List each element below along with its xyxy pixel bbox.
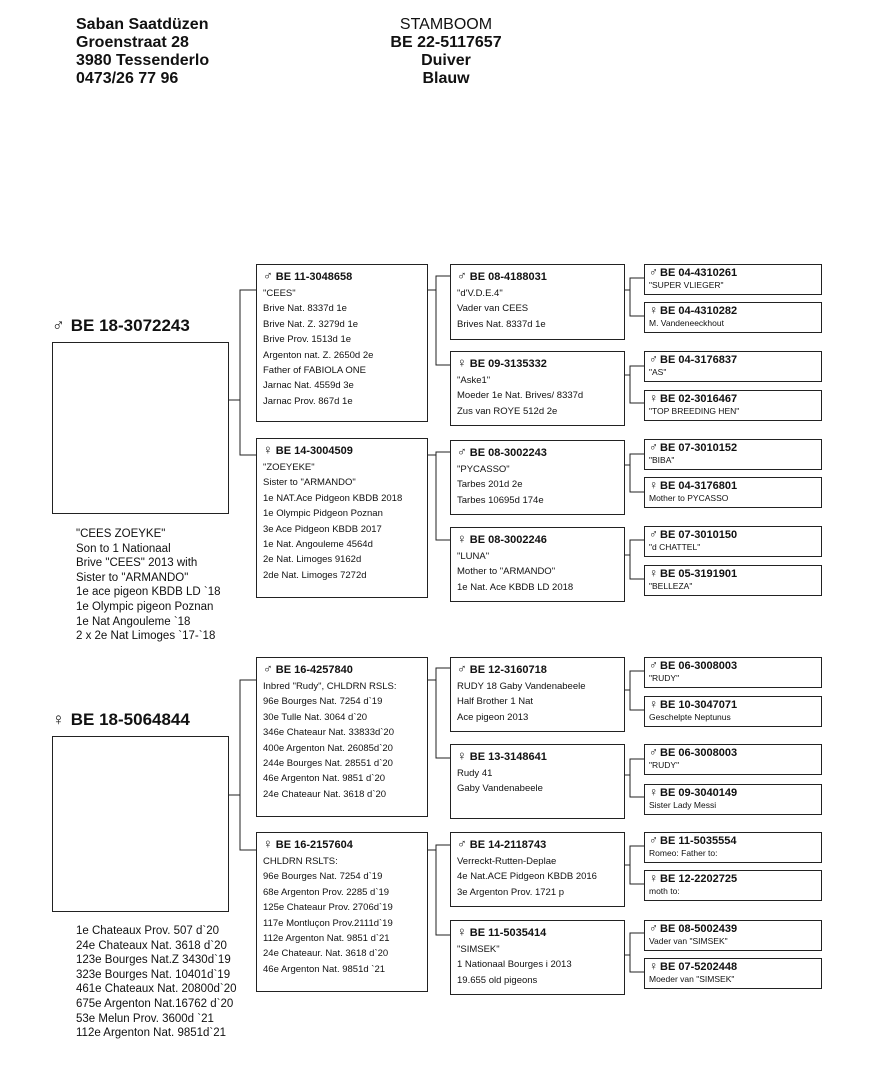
- gen4-ring: BE 02-3016467: [660, 393, 738, 405]
- male-icon: ♂: [649, 352, 658, 366]
- gen3-ring: BE 09-3135332: [469, 358, 547, 370]
- gen4-box: [644, 264, 822, 295]
- gen4-header: [649, 266, 817, 280]
- male-icon: ♂: [649, 527, 658, 541]
- female-icon: ♀: [649, 478, 658, 492]
- gen4-ring: BE 05-3191901: [660, 568, 738, 580]
- gen3-detail-line: Ace pigeon 2013: [457, 711, 529, 723]
- sire-note-line: Son to 1 Nationaal: [76, 542, 171, 555]
- gen4-box: [644, 526, 822, 557]
- gen4-box: [644, 390, 822, 421]
- gen4-box: [644, 657, 822, 688]
- gen4-box: [644, 439, 822, 470]
- dam-note-line: 675e Argenton Nat.16762 d`20: [76, 997, 234, 1010]
- gen2-detail-line: 68e Argenton Prov. 2285 d`19: [263, 886, 390, 898]
- gen4-detail-line: Moeder van "SIMSEK": [649, 974, 735, 984]
- gen2-detail-line: Brive Nat. Z. 3279d 1e: [263, 318, 359, 330]
- gen2-detail-line: 96e Bourges Nat. 7254 d`19: [263, 871, 383, 883]
- gen2-detail-line: 2e Nat. Limoges 9162d: [263, 554, 362, 566]
- gen2-detail-line: "ZOEYEKE": [263, 462, 315, 473]
- gen2-detail-line: Father of FABIOLA ONE: [263, 365, 366, 377]
- gen4-ring: BE 04-3176801: [660, 480, 738, 492]
- gen4-detail-line: Vader van "SIMSEK": [649, 936, 728, 946]
- pigeon-sex: Duiver: [421, 52, 471, 69]
- gen3-detail-line: Brives Nat. 8337d 1e: [457, 318, 546, 330]
- gen3-detail-line: 1 Nationaal Bourges i 2013: [457, 959, 572, 971]
- gen2-detail-line: Brive Prov. 1513d 1e: [263, 334, 352, 346]
- gen4-header: [649, 353, 817, 367]
- gen3-detail-line: RUDY 18 Gaby Vandenabeele: [457, 681, 586, 692]
- gen3-detail-line: "d'V.D.E.4": [457, 288, 503, 299]
- gen3-detail-line: "SIMSEK": [457, 944, 500, 955]
- gen4-ring: BE 06-3008003: [660, 660, 738, 672]
- female-icon: ♀: [457, 531, 467, 546]
- gen2-detail-line: 24e Chateaur Nat. 3618 d`20: [263, 788, 387, 800]
- female-icon: ♀: [649, 959, 658, 973]
- gen3-detail-line: 3e Argenton Prov. 1721 p: [457, 886, 565, 898]
- gen3-detail-line: "LUNA": [457, 551, 490, 562]
- sire-note-line: 1e Olympic pigeon Poznan: [76, 600, 214, 613]
- gen4-ring: BE 08-5002439: [660, 923, 738, 935]
- sire-photo-placeholder: [52, 342, 229, 514]
- female-icon: ♀: [457, 748, 467, 763]
- gen2-box: [256, 438, 428, 598]
- gen3-box: [450, 527, 625, 602]
- male-icon: ♂: [649, 440, 658, 454]
- gen4-header: [649, 872, 817, 886]
- gen3-box: [450, 657, 625, 732]
- gen4-detail-line: "AS": [649, 367, 667, 377]
- gen4-detail-line: Sister Lady Messi: [649, 800, 717, 810]
- gen3-detail-line: Mother to "ARMANDO": [457, 566, 556, 578]
- gen3-box: [450, 832, 625, 907]
- male-icon: ♂: [457, 444, 467, 459]
- gen2-ring: BE 16-4257840: [275, 664, 353, 676]
- dam-photo-placeholder: [52, 736, 229, 912]
- gen2-detail-line: 46e Argenton Nat. 9851d `21: [263, 963, 386, 975]
- male-icon: ♂: [263, 661, 273, 676]
- gen4-detail-line: Mother to PYCASSO: [649, 493, 729, 503]
- gen2-box: [256, 657, 428, 817]
- gen3-detail-line: "PYCASSO": [457, 464, 510, 475]
- gen4-box: [644, 832, 822, 863]
- gen3-ring: BE 13-3148641: [469, 751, 547, 763]
- male-icon: ♂: [649, 658, 658, 672]
- male-icon: ♂: [263, 268, 273, 283]
- owner-city: 3980 Tessenderlo: [76, 52, 210, 69]
- gen2-detail-line: 346e Chateaur Nat. 33833d`20: [263, 727, 394, 739]
- gen2-ring: BE 14-3004509: [275, 445, 353, 457]
- gen4-box: [644, 696, 822, 727]
- gen2-header: [263, 662, 421, 677]
- sire-note-line: 1e ace pigeon KBDB LD `18: [76, 586, 221, 599]
- gen4-ring: BE 04-4310282: [660, 305, 738, 317]
- gen3-detail-line: Tarbes 10695d 174e: [457, 494, 544, 506]
- dam-note-line: 53e Melun Prov. 3600d `21: [76, 1012, 214, 1025]
- gen3-ring: BE 08-3002243: [469, 447, 547, 459]
- gen2-detail-line: 24e Chateaur. Nat. 3618 d`20: [263, 948, 389, 960]
- gen2-detail-line: CHLDRN RSLTS:: [263, 856, 338, 867]
- gen3-detail-line: Verreckt-Rutten-Deplae: [457, 856, 557, 867]
- gen4-ring: BE 09-3040149: [660, 787, 738, 799]
- gen4-detail-line: "RUDY": [649, 673, 680, 683]
- sire-ring: [52, 316, 190, 336]
- gen3-box: [450, 744, 625, 819]
- male-icon: ♂: [457, 836, 467, 851]
- gen2-detail-line: 46e Argenton Nat. 9851 d`20: [263, 773, 386, 785]
- gen2-detail-line: 112e Argenton Nat. 9851 d`21: [263, 933, 390, 945]
- gen4-ring: BE 11-5035554: [660, 835, 737, 847]
- gen2-detail-line: Jarnac Prov. 867d 1e: [263, 395, 353, 407]
- sire-note-line: "CEES ZOEYKE": [76, 528, 166, 540]
- male-icon: ♂: [649, 745, 658, 759]
- gen4-box: [644, 920, 822, 951]
- gen2-detail-line: 3e Ace Pidgeon KBDB 2017: [263, 523, 382, 535]
- dam-note-line: 461e Chateaux Nat. 20800d`20: [76, 983, 237, 996]
- dam-note-line: 24e Chateaux Nat. 3618 d`20: [76, 939, 227, 952]
- sire-notes: [76, 527, 220, 644]
- dam-note-line: 123e Bourges Nat.Z 3430d`19: [76, 954, 231, 967]
- gen4-box: [644, 784, 822, 815]
- gen4-detail-line: moth to:: [649, 886, 680, 896]
- male-icon: ♂: [457, 661, 467, 676]
- gen3-detail-line: "Aske1": [457, 375, 491, 386]
- gen2-box: [256, 832, 428, 992]
- male-icon: ♂: [649, 921, 658, 935]
- gen4-ring: BE 04-4310261: [660, 267, 738, 279]
- gen4-header: [649, 922, 817, 936]
- female-icon: ♀: [649, 871, 658, 885]
- owner-name: Saban Saatdüzen: [76, 16, 209, 33]
- gen3-detail-line: Tarbes 201d 2e: [457, 479, 523, 491]
- gen4-header: [649, 960, 817, 974]
- gen4-header: [649, 834, 817, 848]
- gen4-header: [649, 746, 817, 760]
- gen4-header: [649, 304, 817, 318]
- gen3-header: [457, 269, 618, 284]
- gen4-detail-line: "BELLEZA": [649, 581, 693, 591]
- gen2-detail-line: 30e Tulle Nat. 3064 d`20: [263, 711, 368, 723]
- gen4-box: [644, 744, 822, 775]
- sire-note-line: Sister to "ARMANDO": [76, 571, 189, 584]
- gen3-box: [450, 264, 625, 340]
- gen3-ring: BE 08-4188031: [469, 271, 547, 283]
- female-icon: ♀: [649, 303, 658, 317]
- female-icon: ♀: [649, 391, 658, 405]
- gen3-header: [457, 925, 618, 940]
- dam-note-line: 323e Bourges Nat. 10401d`19: [76, 968, 231, 981]
- gen4-detail-line: Romeo: Father to:: [649, 848, 718, 858]
- pedigree-title: STAMBOOM: [399, 16, 493, 33]
- gen3-header: [457, 532, 618, 547]
- female-icon: ♀: [457, 355, 467, 370]
- gen4-header: [649, 479, 817, 493]
- gen4-detail-line: "TOP BREEDING HEN": [649, 406, 740, 416]
- gen4-detail-line: "d CHATTEL": [649, 542, 701, 552]
- dam-notes: [76, 924, 236, 1041]
- dam-note-line: 112e Argenton Nat. 9851d`21: [76, 1027, 227, 1040]
- gen2-detail-line: 1e NAT.Ace Pidgeon KBDB 2018: [263, 492, 403, 504]
- gen3-ring: BE 11-5035414: [469, 927, 547, 939]
- gen2-detail-line: Sister to "ARMANDO": [263, 477, 356, 489]
- male-icon: ♂: [649, 833, 658, 847]
- gen2-detail-line: Brive Nat. 8337d 1e: [263, 303, 347, 315]
- gen4-header: [649, 786, 817, 800]
- gen3-detail-line: Half Brother 1 Nat: [457, 696, 534, 708]
- gen3-header: [457, 356, 618, 371]
- gen4-detail-line: "RUDY": [649, 760, 680, 770]
- gen4-header: [649, 441, 817, 455]
- owner-phone: 0473/26 77 96: [76, 70, 179, 87]
- female-icon: ♀: [263, 442, 273, 457]
- gen2-detail-line: 125e Chateaur Prov. 2706d`19: [263, 902, 393, 914]
- gen2-detail-line: 96e Bourges Nat. 7254 d`19: [263, 696, 383, 708]
- female-icon: ♀: [649, 785, 658, 799]
- gen4-box: [644, 870, 822, 901]
- gen2-detail-line: Jarnac Nat. 4559d 3e: [263, 380, 354, 392]
- gen2-detail-line: 117e Montluçon Prov.2111d`19: [263, 917, 393, 929]
- dam-ring-number: BE 18-5064844: [70, 710, 190, 729]
- dam-note-line: 1e Chateaux Prov. 507 d`20: [76, 925, 219, 937]
- gen4-detail-line: Geschelpte Neptunus: [649, 712, 731, 722]
- gen3-header: [457, 837, 618, 852]
- male-icon: ♂: [649, 265, 658, 279]
- sire-note-line: 1e Nat Angouleme `18: [76, 615, 191, 628]
- gen2-detail-line: 400e Argenton Nat. 26085d`20: [263, 742, 393, 754]
- female-icon: ♀: [457, 924, 467, 939]
- pigeon-color: Blauw: [422, 70, 470, 87]
- gen2-detail-line: 244e Bourges Nat. 28551 d`20: [263, 758, 393, 770]
- gen3-box: [450, 440, 625, 515]
- gen3-header: [457, 445, 618, 460]
- male-icon: ♂: [457, 268, 467, 283]
- gen3-box: [450, 920, 625, 995]
- sire-note-line: 2 x 2e Nat Limoges `17-`18: [76, 630, 216, 643]
- gen3-detail-line: Rudy 41: [457, 768, 493, 779]
- gen3-box: [450, 351, 625, 426]
- gen2-header: [263, 443, 421, 458]
- gen4-detail-line: "BIBA": [649, 455, 675, 465]
- gen4-ring: BE 04-3176837: [660, 354, 738, 366]
- gen4-header: [649, 698, 817, 712]
- gen4-header: [649, 659, 817, 673]
- gen3-detail-line: 4e Nat.ACE Pidgeon KBDB 2016: [457, 871, 597, 883]
- gen2-detail-line: Argenton nat. Z. 2650d 2e: [263, 349, 374, 361]
- gen4-ring: BE 07-3010150: [660, 529, 738, 541]
- dam-ring: [52, 710, 190, 730]
- gen3-detail-line: 19.655 old pigeons: [457, 974, 538, 986]
- gen3-header: [457, 662, 618, 677]
- female-icon: ♀: [52, 710, 65, 729]
- gen4-header: [649, 528, 817, 542]
- sire-ring-number: BE 18-3072243: [70, 316, 190, 335]
- female-icon: ♀: [263, 836, 273, 851]
- owner-street: Groenstraat 28: [76, 34, 189, 51]
- gen4-box: [644, 477, 822, 508]
- gen2-detail-line: Inbred "Rudy", CHLDRN RSLS:: [263, 681, 397, 692]
- gen2-ring: BE 16-2157604: [275, 839, 353, 851]
- gen4-ring: BE 07-3010152: [660, 442, 738, 454]
- gen3-detail-line: 1e Nat. Ace KBDB LD 2018: [457, 581, 574, 593]
- female-icon: ♀: [649, 697, 658, 711]
- gen3-ring: BE 08-3002246: [469, 534, 547, 546]
- gen3-ring: BE 12-3160718: [469, 664, 547, 676]
- gen2-box: [256, 264, 428, 422]
- gen4-ring: BE 12-2202725: [660, 873, 738, 885]
- gen4-ring: BE 10-3047071: [660, 699, 738, 711]
- gen4-box: [644, 302, 822, 333]
- pigeon-ring: BE 22-5117657: [390, 34, 502, 51]
- gen4-header: [649, 392, 817, 406]
- gen2-header: [263, 837, 421, 852]
- male-icon: ♂: [52, 316, 65, 335]
- gen4-detail-line: M. Vandeneeckhout: [649, 318, 724, 328]
- gen3-ring: BE 14-2118743: [469, 839, 547, 851]
- gen2-ring: BE 11-3048658: [275, 271, 353, 283]
- gen4-detail-line: "SUPER VLIEGER": [649, 280, 724, 290]
- gen4-ring: BE 06-3008003: [660, 747, 738, 759]
- gen4-box: [644, 351, 822, 382]
- gen4-box: [644, 958, 822, 989]
- gen4-header: [649, 567, 817, 581]
- gen2-detail-line: 2de Nat. Limoges 7272d: [263, 569, 367, 581]
- gen3-detail-line: Zus van ROYE 512d 2e: [457, 405, 558, 417]
- female-icon: ♀: [649, 566, 658, 580]
- gen4-ring: BE 07-5202448: [660, 961, 738, 973]
- gen3-detail-line: Gaby Vandenabeele: [457, 783, 543, 795]
- gen2-detail-line: 1e Olympic Pidgeon Poznan: [263, 508, 383, 520]
- gen3-detail-line: Moeder 1e Nat. Brives/ 8337d: [457, 390, 584, 402]
- gen2-detail-line: "CEES": [263, 288, 296, 299]
- gen3-header: [457, 749, 618, 764]
- gen3-detail-line: Vader van CEES: [457, 303, 529, 315]
- gen4-box: [644, 565, 822, 596]
- gen2-detail-line: 1e Nat. Angouleme 4564d: [263, 539, 373, 551]
- sire-note-line: Brive "CEES" 2013 with: [76, 557, 198, 570]
- gen2-header: [263, 269, 421, 284]
